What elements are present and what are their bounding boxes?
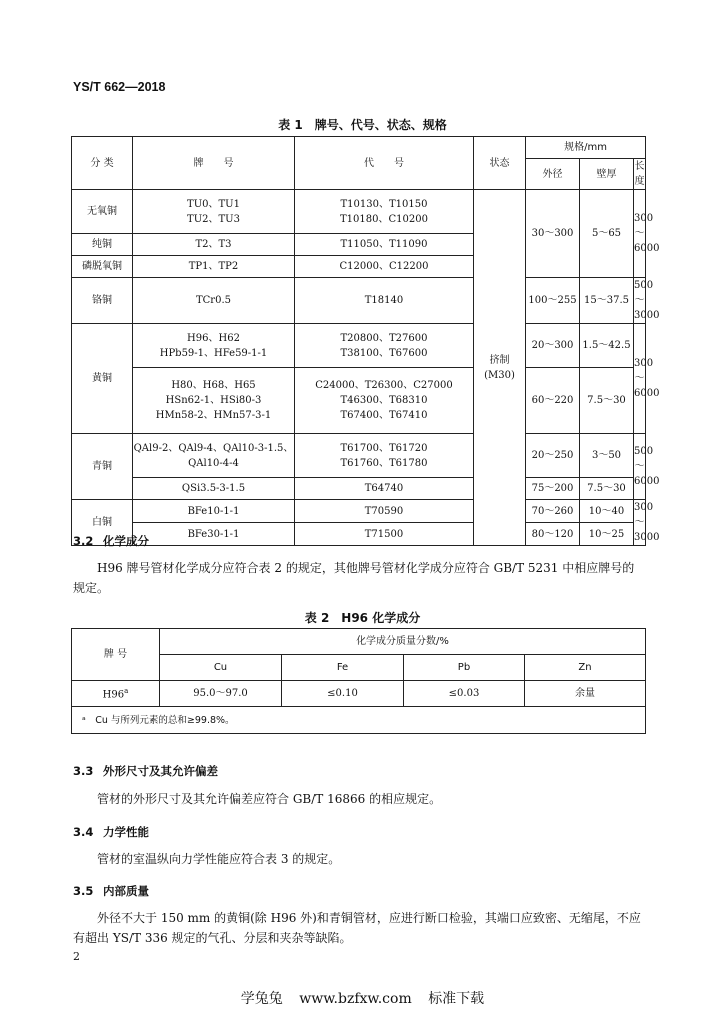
od-cell: 60～220 — [526, 368, 580, 434]
section-3-5-text: 外径不大于 150 mm 的黄铜(除 H96 外)和青铜管材，应进行断口检验，其端口应致密、无缩尾，不应有超出 YS/T 336 规定的气孔、分层和夹杂等缺陷。 — [73, 911, 641, 945]
section-number: 3.2 — [73, 534, 94, 548]
code-cell: T11050、T11090 — [295, 234, 474, 256]
t2-grade-cell — [72, 681, 160, 707]
table1-caption: 表 1 牌号、代号、状态、规格 — [278, 118, 447, 132]
t2-cu-value: 95.0～97.0 — [160, 681, 282, 707]
grade-cell: TP1、TP2 — [133, 256, 295, 278]
wall-cell: 10～25 — [580, 523, 634, 546]
code-cell: T10130、T10150 T10180、C10200 — [295, 190, 474, 234]
header-code: 代 号 — [295, 137, 474, 190]
cat-brass: 黄铜 — [72, 324, 133, 434]
cat-oxygen-free-copper: 无氧铜 — [72, 190, 133, 234]
grade-cell: H80、H68、H65 HSn62-1、HSi80-3 HMn58-2、HMn57-3-1 — [133, 368, 295, 434]
section-3-3-text: 管材的外形尺寸及其允许偏差应符合 GB/T 16866 的相应规定。 — [97, 792, 442, 806]
section-title: 外形尺寸及其允许偏差 — [103, 764, 218, 778]
code-cell: T71500 — [295, 523, 474, 546]
section-3-4-heading — [73, 824, 149, 840]
od-cell: 70～260 — [526, 500, 580, 523]
section-title: 力学性能 — [103, 825, 149, 839]
code-cell: T61700、T61720 T61760、T61780 — [295, 434, 474, 478]
length-cell: 500～6000 — [634, 434, 646, 500]
footer-url[interactable]: www.bzfxw.com — [299, 991, 412, 1007]
code-cell: C12000、C12200 — [295, 256, 474, 278]
wall-cell: 10～40 — [580, 500, 634, 523]
section-3-5-heading — [73, 883, 149, 899]
grade-cell: TU0、TU1 TU2、TU3 — [133, 190, 295, 234]
od-cell: 75～200 — [526, 478, 580, 500]
cat-pure-copper: 纯铜 — [72, 234, 133, 256]
grade-cell: T2、T3 — [133, 234, 295, 256]
t2-header-fe: Fe — [282, 655, 404, 681]
section-number: 3.5 — [73, 884, 94, 898]
length-cell: 500～3000 — [634, 278, 646, 324]
od-cell: 20～250 — [526, 434, 580, 478]
section-number: 3.4 — [73, 825, 94, 839]
t2-fe-value: ≤0.10 — [282, 681, 404, 707]
grade-cell: BFe30-1-1 — [133, 523, 295, 546]
header-grade: 牌 号 — [133, 137, 295, 190]
section-title: 化学成分 — [103, 534, 149, 548]
cat-bronze: 青铜 — [72, 434, 133, 500]
section-3-3-heading — [73, 763, 218, 779]
cat-phosphorus-deoxidized-copper: 磷脱氧铜 — [72, 256, 133, 278]
od-cell: 30～300 — [526, 190, 580, 278]
length-cell: 300～6000 — [634, 324, 646, 434]
section-number: 3.3 — [73, 764, 94, 778]
wall-cell: 3～50 — [580, 434, 634, 478]
code-cell: T64740 — [295, 478, 474, 500]
table2-caption: 表 2 H96 化学成分 — [304, 611, 421, 625]
wall-cell: 7.5～30 — [580, 368, 634, 434]
grade-cell: BFe10-1-1 — [133, 500, 295, 523]
t2-pb-value: ≤0.03 — [404, 681, 525, 707]
section-3-2-text: H96 牌号管材化学成分应符合表 2 的规定，其他牌号管材化学成分应符合 GB/T 5231 中相应牌号的规定。 — [73, 561, 635, 595]
code-cell: C24000、T26300、C27000 T46300、T68310 T67400、T67410 — [295, 368, 474, 434]
code-cell: T70590 — [295, 500, 474, 523]
header-spec: 规格/mm — [526, 137, 646, 159]
state-cell: 挤制 (M30) — [474, 190, 526, 546]
header-category: 分 类 — [72, 137, 133, 190]
grade-cell: TCr0.5 — [133, 278, 295, 324]
od-cell: 80～120 — [526, 523, 580, 546]
table1 — [71, 136, 660, 546]
t2-header-pb: Pb — [404, 655, 525, 681]
grade-cell: H96、H62 HPb59-1、HFe59-1-1 — [133, 324, 295, 368]
section-3-4-text: 管材的室温纵向力学性能应符合表 3 的规定。 — [97, 852, 341, 866]
standard-code: YS/T 662—2018 — [73, 80, 166, 94]
watermark-footer — [0, 988, 725, 1008]
cat-chromium-copper: 铬铜 — [72, 278, 133, 324]
wall-cell: 5～65 — [580, 190, 634, 278]
header-od: 外径 — [526, 159, 580, 190]
header-wall: 壁厚 — [580, 159, 634, 190]
length-cell: 300～6000 — [634, 190, 646, 278]
wall-cell: 15～37.5 — [580, 278, 634, 324]
grade-cell: QAl9-2、QAl9-4、QAl10-3-1.5、 QAl10-4-4 — [133, 434, 295, 478]
t2-header-zn: Zn — [525, 655, 646, 681]
wall-cell: 1.5～42.5 — [580, 324, 634, 368]
t2-header-cu: Cu — [160, 655, 282, 681]
grade-cell: QSi3.5-3-1.5 — [133, 478, 295, 500]
grade-text: H96 — [102, 689, 125, 701]
t2-zn-value: 余量 — [525, 681, 646, 707]
footnote-marker: a — [124, 687, 129, 696]
section-3-2-heading — [73, 533, 149, 549]
code-cell: T20800、T27600 T38100、T67600 — [295, 324, 474, 368]
section-title: 内部质量 — [103, 884, 149, 898]
t2-footnote: ᵃ Cu 与所列元素的总和≥99.8%。 — [72, 707, 646, 734]
header-state: 状态 — [474, 137, 526, 190]
footer-tagline: 标准下载 — [428, 991, 485, 1007]
header-length: 长度 — [634, 159, 646, 190]
table2 — [71, 628, 646, 734]
code-cell: T18140 — [295, 278, 474, 324]
cat-cupronickel: 白铜 — [72, 500, 133, 546]
od-cell: 100～255 — [526, 278, 580, 324]
t2-header-grade: 牌 号 — [72, 629, 160, 681]
length-cell: 300～3000 — [634, 500, 646, 546]
wall-cell: 7.5～30 — [580, 478, 634, 500]
footer-site-name: 学兔兔 — [240, 991, 283, 1007]
od-cell: 20～300 — [526, 324, 580, 368]
t2-header-composition: 化学成分质量分数/% — [160, 629, 646, 655]
page-number: 2 — [73, 950, 80, 963]
